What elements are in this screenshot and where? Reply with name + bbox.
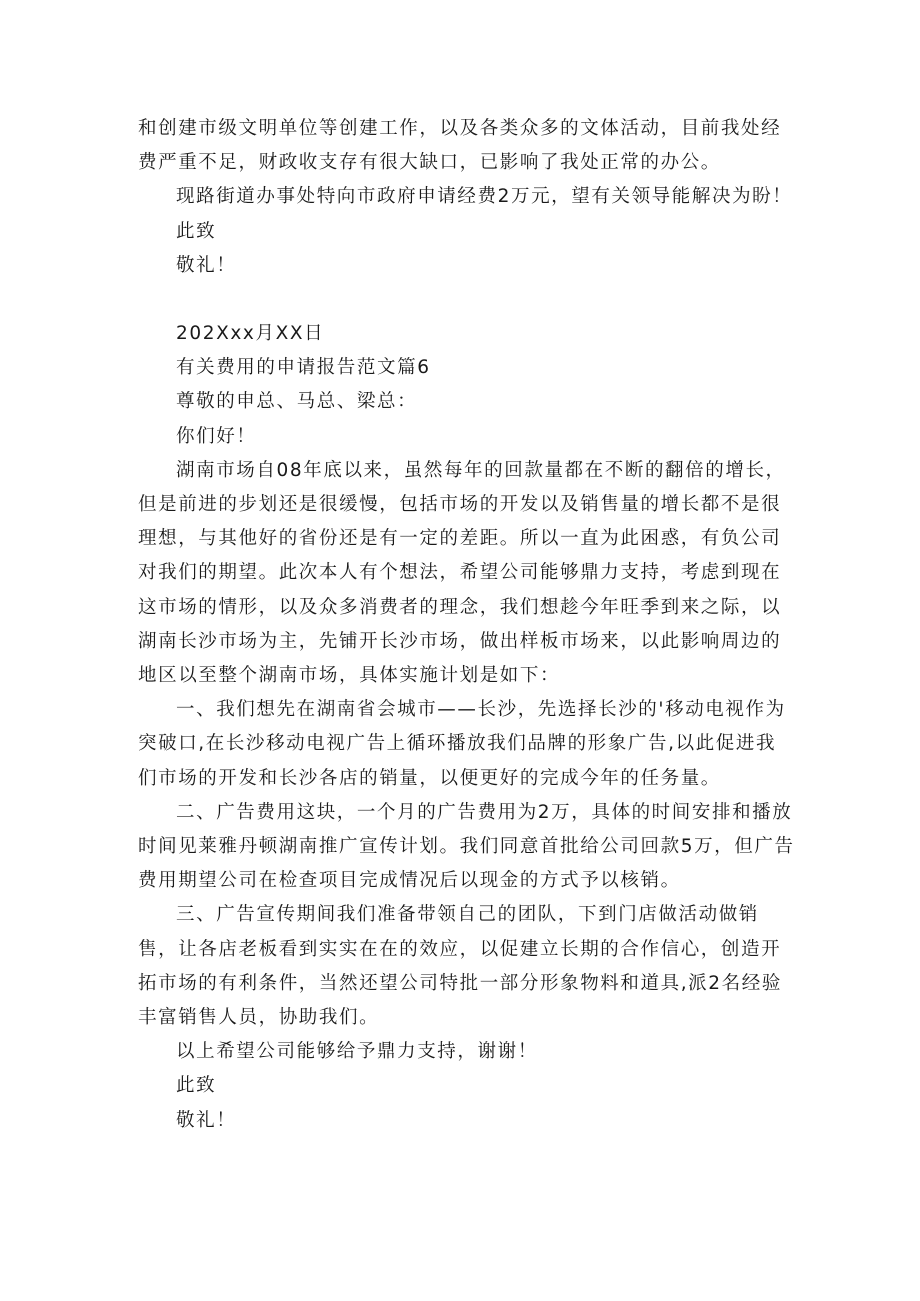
greeting-line: 尊敬的申总、马总、梁总： bbox=[176, 391, 418, 413]
date-line: 202Xxx月XX日 bbox=[176, 323, 325, 345]
text-line: 但是前进的步划还是很缓慢，包括市场的开发以及销售量的增长都不是很 bbox=[138, 494, 782, 516]
text-line: 和创建市级文明单位等创建工作，以及各类众多的文体活动，目前我处经 bbox=[138, 118, 782, 139]
text-line: 售，让各店老板看到实实在在的效应，以促建立长期的合作信心，创造开 bbox=[138, 938, 782, 960]
intro-paragraph bbox=[138, 112, 786, 180]
text-line: 费严重不足，财政收支存有很大缺口，已影响了我处正常的办公。 bbox=[138, 152, 721, 174]
text-line: 拓市场的有利条件，当然还望公司特批一部分形象物料和道具,派2名经验 bbox=[138, 972, 782, 994]
text-line: 费用期望公司在检查项目完成情况后以现金的方式予以核销。 bbox=[138, 870, 681, 892]
paragraph-4 bbox=[138, 898, 786, 1035]
hello-line: 你们好！ bbox=[176, 425, 257, 447]
blank-line bbox=[138, 283, 786, 317]
text-line: 对我们的期望。此次本人有个想法，希望公司能够鼎力支持，考虑到现在 bbox=[138, 562, 782, 584]
salute-line: 敬礼！ bbox=[176, 1109, 237, 1131]
text-line: 二、广告费用这块，一个月的广告费用为2万，具体的时间安排和播放 bbox=[176, 801, 793, 823]
paragraph-2 bbox=[138, 693, 786, 796]
request-line: 现路街道办事处特向市政府申请经费2万元，望有关领导能解决为盼！ bbox=[176, 186, 793, 208]
text-line: 时间见莱雅丹顿湖南推广宣传计划。我们同意首批给公司回款5万，但广告 bbox=[138, 836, 795, 858]
text-line: 丰富销售人员，协助我们。 bbox=[138, 1007, 380, 1029]
text-line: 理想，与其他好的省份还是有一定的差距。所以一直为此困惑，有负公司 bbox=[138, 528, 782, 550]
text-line: 湖南长沙市场为主，先铺开长沙市场，做出样板市场来，以此影响周边的 bbox=[138, 630, 782, 652]
section-title: 有关费用的申请报告范文篇6 bbox=[176, 357, 431, 379]
text-line: 地区以至整个湖南市场，具体实施计划是如下： bbox=[138, 665, 561, 687]
closing-line: 此致 bbox=[176, 220, 217, 242]
paragraph-3 bbox=[138, 796, 795, 899]
thanks-line: 以上希望公司能够给予鼎力支持，谢谢！ bbox=[176, 1041, 538, 1063]
salute-line: 敬礼！ bbox=[176, 254, 237, 276]
text-line: 三、广告宣传期间我们准备带领自己的团队，下到门店做活动做销 bbox=[176, 904, 759, 926]
text-line: 突破口,在长沙移动电视广告上循环播放我们品牌的形象广告,以此促进我 bbox=[138, 733, 777, 755]
text-line: 这市场的情形，以及众多消费者的理念，我们想趁今年旺季到来之际，以 bbox=[138, 596, 782, 618]
text-line: 们市场的开发和长沙各店的销量，以便更好的完成今年的任务量。 bbox=[138, 767, 721, 789]
closing-line: 此致 bbox=[176, 1075, 217, 1097]
text-line: 一、我们想先在湖南省会城市——长沙，先选择长沙的'移动电视作为 bbox=[176, 699, 786, 721]
document-body bbox=[138, 112, 795, 1138]
paragraph-1 bbox=[138, 454, 786, 693]
text-line: 湖南市场自08年底以来，虽然每年的回款量都在不断的翻倍的增长， bbox=[176, 459, 786, 481]
